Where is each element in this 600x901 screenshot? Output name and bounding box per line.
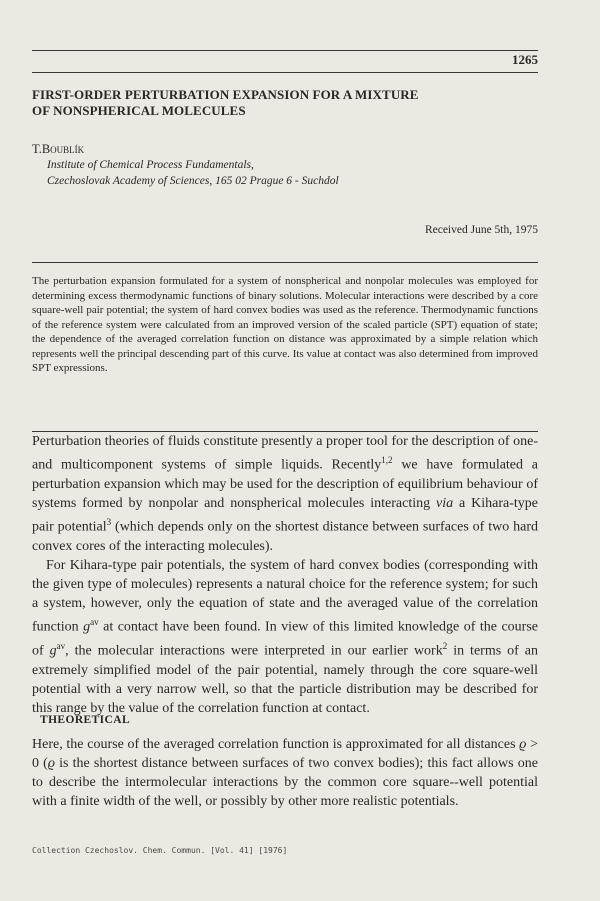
affiliation-line-2: Czechoslovak Academy of Sciences, 165 02 Prague 6 - Suchdol bbox=[47, 175, 339, 187]
reference-1-2: 1,2 bbox=[381, 455, 393, 466]
abstract: The perturbation expansion formulated for a system of nonspherical and nonpolar molecules was employed for determining excess thermodynamic functions of binary solutions. Molecular interactions were described by a core square-well pair potential; the system of hard convex bodies was used as the reference. Thermodynamic functions of the reference system were calculated from an improved version of the scaled particle (SPT) equation of state; the dependence of the averaged correlation function on distance was approximated by a simple relation which represents well the principal descending part of this curve. Its value at contact was also determined from improved SPT expressions. bbox=[32, 275, 538, 374]
page-number: 1265 bbox=[512, 52, 538, 67]
via-italic: via bbox=[436, 495, 454, 511]
reference-3: 3 bbox=[106, 517, 112, 528]
header-rule bbox=[32, 72, 538, 73]
symbol-rho: ϱ bbox=[519, 737, 527, 752]
received-date: Received June 5th, 1975 bbox=[424, 224, 538, 236]
author-initial: T. bbox=[32, 142, 42, 156]
theoretical-section bbox=[32, 735, 538, 811]
author-surname: Boublík bbox=[41, 142, 85, 156]
paragraph-3: Here, the course of the averaged correlation function is approximated for all distances ϱ > 0 (ϱ is the shortest distance between surfaces of two convex bodies); this fact allows one to describe the intermolecular interactions by the common core square--well potential with a finite width of the well, or possibly by other more realistic potentials. bbox=[32, 737, 538, 810]
article-title bbox=[32, 87, 538, 119]
footer-citation: Collection Czechoslov. Chem. Commun. [Vol. 41] [1976] bbox=[32, 846, 288, 855]
paragraph-2: For Kihara-type pair potentials, the system of hard convex bodies (corresponding with the given type of molecules) represents a natural choice for the reference system; for such a system, however, only the equation of state and the averaged value of the correlation function $g^{av}$ at contact have been found. In view of this limited knowledge of the course of $g^{av}$, the molecular interactions were interpreted in our earlier work$^2$ in terms of an extremely simplified model of the pair potential, namely through the core square-well potential with a very narrow well, so that the particle distribution may be described for this range by the value of the correlation function at contact. bbox=[32, 557, 539, 716]
abstract-top-rule bbox=[32, 262, 538, 263]
symbol-g: g bbox=[83, 619, 91, 635]
symbol-g: g bbox=[49, 643, 57, 659]
title-line-1: FIRST-ORDER PERTURBATION EXPANSION FOR A MIXTURE bbox=[32, 87, 419, 102]
introduction bbox=[32, 432, 538, 718]
affiliation bbox=[47, 157, 339, 189]
section-heading: THEORETICAL bbox=[40, 714, 131, 726]
paragraph-1: Perturbation theories of fluids constitute presently a proper tool for the description of one- and multicomponent systems of simple liquids. Recently$^{1,2}$ we have formulated a perturbation expansion which may be used for the description of equilibrium behaviour of systems formed by nonpolar and nonspherical molecules interacting via a Kihara-type pair potential$^3$ (which depends only on the shortest distance between surfaces of two hard convex cores of the interacting molecules). bbox=[32, 434, 539, 554]
title-line-2: OF NONSPHERICAL MOLECULES bbox=[32, 103, 246, 118]
top-rule bbox=[32, 50, 538, 51]
reference-2: 2 bbox=[442, 640, 448, 651]
symbol-rho: ϱ bbox=[47, 756, 55, 772]
affiliation-line-1: Institute of Chemical Process Fundamentals, bbox=[47, 159, 254, 171]
author bbox=[32, 142, 84, 157]
